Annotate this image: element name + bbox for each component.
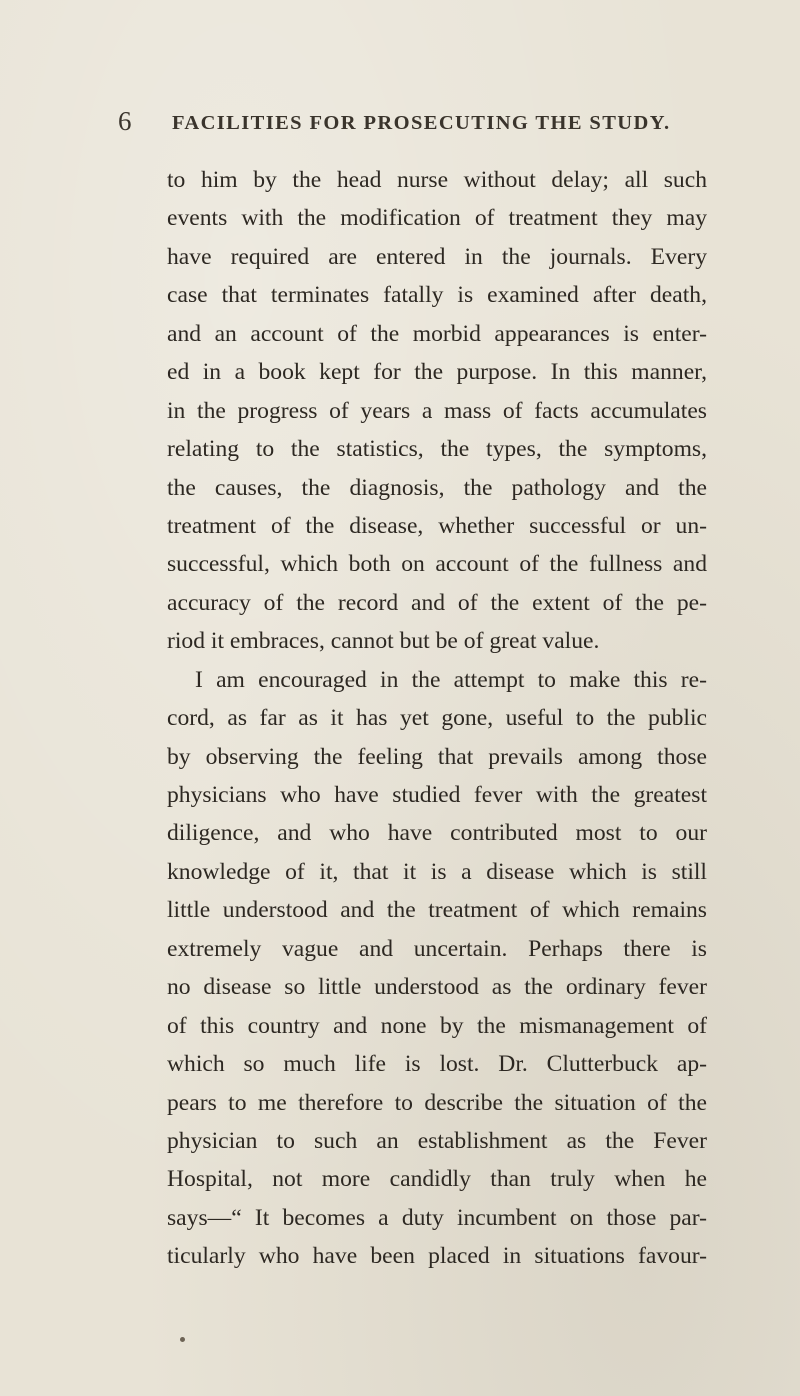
text-line: says—“ It becomes a duty incumbent on those par- <box>167 1204 707 1231</box>
text-line: of this country and none by the mismanagement of <box>167 1012 707 1039</box>
text-line: relating to the statistics, the types, the symptoms, <box>167 436 707 463</box>
text-line: extremely vague and uncertain. Perhaps there is <box>167 935 707 962</box>
text-line: pears to me therefore to describe the situation of the <box>167 1089 707 1116</box>
text-line: ticularly who have been placed in situations favour- <box>167 1243 707 1270</box>
paragraph-start-line: I am encouraged in the attempt to make this re- <box>195 666 707 693</box>
text-line: successful, which both on account of the fullness and <box>167 551 707 578</box>
text-line: cord, as far as it has yet gone, useful to the public <box>167 705 707 732</box>
text-line: in the progress of years a mass of facts accumulates <box>167 397 707 424</box>
text-line: ed in a book kept for the purpose. In this manner, <box>167 359 707 386</box>
body-text <box>167 161 707 1276</box>
paper-speck <box>180 1337 185 1342</box>
text-line: knowledge of it, that it is a disease which is still <box>167 858 707 885</box>
text-line: accuracy of the record and of the extent of the pe- <box>167 589 707 616</box>
text-line: physician to such an establishment as the Fever <box>167 1127 707 1154</box>
page-number: 6 <box>118 106 132 136</box>
running-head <box>118 108 758 138</box>
text-line: physicians who have studied fever with the greatest <box>167 782 707 808</box>
text-line: diligence, and who have contributed most to our <box>167 820 707 847</box>
text-line: the causes, the diagnosis, the pathology and the <box>167 474 707 501</box>
text-line: treatment of the disease, whether successful or un- <box>167 512 707 539</box>
paragraph-end-line: riod it embraces, cannot but be of great value. <box>167 628 600 655</box>
text-line: Hospital, not more candidly than truly when he <box>167 1166 707 1193</box>
text-line: no disease so little understood as the ordinary fever <box>167 974 707 1001</box>
text-line: to him by the head nurse without delay; all such <box>167 167 707 193</box>
text-line: case that terminates fatally is examined after death, <box>167 282 707 309</box>
text-line: have required are entered in the journals. Every <box>167 243 707 270</box>
text-line: events with the modification of treatment they may <box>167 205 707 232</box>
text-line: and an account of the morbid appearances is enter- <box>167 320 707 347</box>
text-line: which so much life is lost. Dr. Clutterbuck ap- <box>167 1051 707 1078</box>
text-line: by observing the feeling that prevails among those <box>167 743 707 770</box>
running-head-title: FACILITIES FOR PROSECUTING THE STUDY. <box>172 112 671 134</box>
text-line: little understood and the treatment of which remains <box>167 897 707 924</box>
